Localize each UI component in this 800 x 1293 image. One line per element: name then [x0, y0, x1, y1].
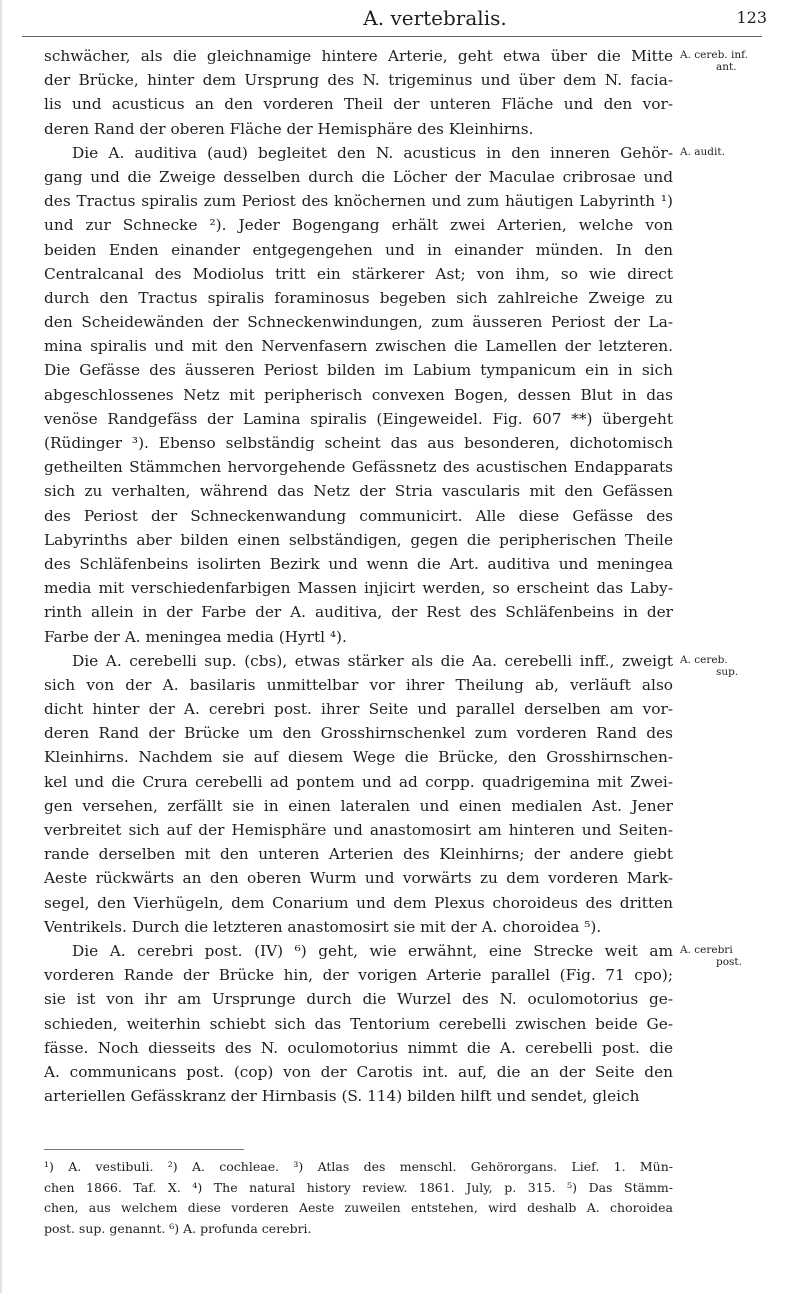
margin-note: [680, 654, 792, 678]
footnote-line: post. sup. genannt. ⁶) A. profunda cerebri.: [44, 1220, 312, 1236]
text-line: der Brücke, hinter dem Ursprung des N. trigeminus und über dem N. facia-: [44, 71, 673, 90]
text-line: Centralcanal des Modiolus tritt ein stärkerer Ast; von ihm, so wie direct: [44, 264, 673, 283]
text-line: Farbe der A. meningea media (Hyrtl ⁴).: [44, 627, 347, 646]
margin-note-line: A. cerebri: [680, 944, 733, 957]
footnotes: [44, 1157, 673, 1239]
text-line: gang und die Zweige desselben durch die Löcher der Maculae cribrosae und: [44, 167, 673, 186]
text-line: lis und acusticus an den vorderen Theil der unteren Fläche und den vor-: [44, 95, 673, 114]
text-line: des Tractus spiralis zum Periost des knöchernen und zum häutigen Labyrinth ¹): [44, 192, 673, 211]
text-line: sie ist von ihr am Ursprunge durch die Wurzel des N. oculomotorius ge-: [44, 990, 673, 1009]
text-line: des Schläfenbeins isolirten Bezirk und wenn die Art. auditiva und meningea: [44, 554, 673, 573]
text-line: Aeste rückwärts an den oberen Wurm und vorwärts zu dem vorderen Mark-: [44, 869, 673, 888]
text-line: Die A. cerebri post. (IV) ⁶) geht, wie erwähnt, eine Strecke weit am: [72, 941, 673, 960]
text-line: sich zu verhalten, während das Netz der Stria vascularis mit den Gefässen: [44, 482, 673, 501]
text-line: abgeschlossenes Netz mit peripherisch convexen Bogen, dessen Blut in das: [44, 385, 673, 404]
footnote-line: chen 1866. Taf. X. ⁴) The natural history review. 1861. July, p. 315. ⁵) Das Stämm-: [44, 1179, 673, 1195]
text-line: dicht hinter der A. cerebri post. ihrer Seite und parallel derselben am vor-: [44, 700, 673, 719]
page-number: 123: [736, 8, 767, 27]
text-line: schwächer, als die gleichnamige hintere Arterie, geht etwa über die Mitte: [44, 47, 673, 65]
text-line: des Periost der Schneckenwandung communicirt. Alle diese Gefässe des: [44, 506, 673, 525]
header-rule: [22, 36, 762, 37]
margin-note-line: sup.: [716, 666, 739, 678]
text-line: gen versehen, zerfällt sie in einen lateralen und einen medialen Ast. Jener: [44, 796, 673, 815]
margin-note-line: A. cereb. inf.: [680, 49, 748, 61]
text-line: media mit verschiedenfarbigen Massen injicirt werden, so erscheint das Laby-: [44, 579, 673, 598]
text-line: Die A. auditiva (aud) begleitet den N. acusticus in den inneren Gehör-: [72, 143, 673, 162]
text-line: A. communicans post. (cop) von der Carotis int. auf, die an der Seite den: [44, 1062, 673, 1081]
text-line: Kleinhirns. Nachdem sie auf diesem Wege die Brücke, den Grosshirnschen-: [44, 748, 673, 767]
margin-note: [680, 49, 792, 73]
text-line: Labyrinths aber bilden einen selbständigen, gegen die peripherischen Theile: [44, 530, 673, 549]
text-line: rande derselben mit den unteren Arterien des Kleinhirns; der andere giebt: [44, 845, 673, 864]
footnote-rule: [44, 1149, 244, 1150]
margin-note: [680, 146, 792, 158]
page-edge-shadow: [0, 0, 3, 1293]
margin-note-line: post.: [716, 956, 742, 969]
text-line: den Scheidewänden der Schneckenwindungen, zum äusseren Periost der La-: [44, 313, 673, 332]
text-line: vorderen Rande der Brücke hin, der vorigen Arterie parallel (Fig. 71 cpo);: [44, 966, 673, 985]
text-line: schieden, weiterhin schiebt sich das Tentorium cerebelli zwischen beide Ge-: [44, 1014, 673, 1033]
text-line: rinth allein in der Farbe der A. auditiva, der Rest des Schläfenbeins in der: [44, 603, 673, 622]
text-line: durch den Tractus spiralis foraminosus begeben sich zahlreiche Zweige zu: [44, 288, 673, 307]
margin-note-line: A. audit.: [680, 145, 725, 158]
text-line: getheilten Stämmchen hervorgehende Gefässnetz des acustischen Endapparats: [44, 458, 673, 477]
text-line: deren Rand der oberen Fläche der Hemisphäre des Kleinhirns.: [44, 119, 534, 138]
text-line: kel und die Crura cerebelli ad pontem und ad corpp. quadrigemina mit Zwei-: [44, 772, 673, 791]
margin-note-line: ant.: [716, 61, 737, 73]
text-line: und zur Schnecke ²). Jeder Bogengang erhält zwei Arterien, welche von: [44, 216, 673, 235]
text-line: beiden Enden einander entgegengehen und in einander münden. In den: [44, 240, 673, 259]
text-line: sich von der A. basilaris unmittelbar vor ihrer Theilung ab, verläuft also: [44, 675, 673, 694]
text-line: venöse Randgefäss der Lamina spiralis (Eingeweidel. Fig. 607 **) übergeht: [44, 409, 673, 428]
text-line: Die Gefässe des äusseren Periost bilden im Labium tympanicum ein in sich: [44, 361, 673, 380]
margin-note-line: A. cereb.: [680, 654, 728, 666]
text-line: mina spiralis und mit den Nervenfasern zwischen die Lamellen der letzteren.: [44, 337, 673, 356]
text-line: fässe. Noch diesseits des N. oculomotorius nimmt die A. cerebelli post. die: [44, 1038, 673, 1057]
text-line: deren Rand der Brücke um den Grosshirnschenkel zum vorderen Rand des: [44, 724, 673, 743]
running-title: A. vertebralis.: [363, 6, 507, 30]
text-line: Ventrikels. Durch die letzteren anastomosirt sie mit der A. choroidea ⁵).: [44, 917, 602, 936]
margin-note: [680, 944, 792, 968]
text-line: verbreitet sich auf der Hemisphäre und anastomosirt am hinteren und Seiten-: [44, 821, 673, 839]
body-text: [44, 44, 673, 1108]
footnote-line: chen, aus welchem diese vorderen Aeste zuweilen entstehen, wird deshalb A. choroidea: [44, 1200, 673, 1215]
text-line: (Rüdinger ³). Ebenso selbständig scheint das aus besonderen, dichotomisch: [44, 434, 673, 452]
footnote-line: ¹) A. vestibuli. ²) A. cochleae. ³) Atlas des menschl. Gehörorgans. Lief. 1. Mün-: [44, 1159, 673, 1174]
text-line: segel, den Vierhügeln, dem Conarium und dem Plexus choroideus des dritten: [44, 893, 673, 912]
text-line: Die A. cerebelli sup. (cbs), etwas stärker als die Aa. cerebelli inff., zweigt: [72, 651, 673, 670]
text-line: arteriellen Gefässkranz der Hirnbasis (S. 114) bilden hilft und sendet, gleich: [44, 1087, 640, 1106]
